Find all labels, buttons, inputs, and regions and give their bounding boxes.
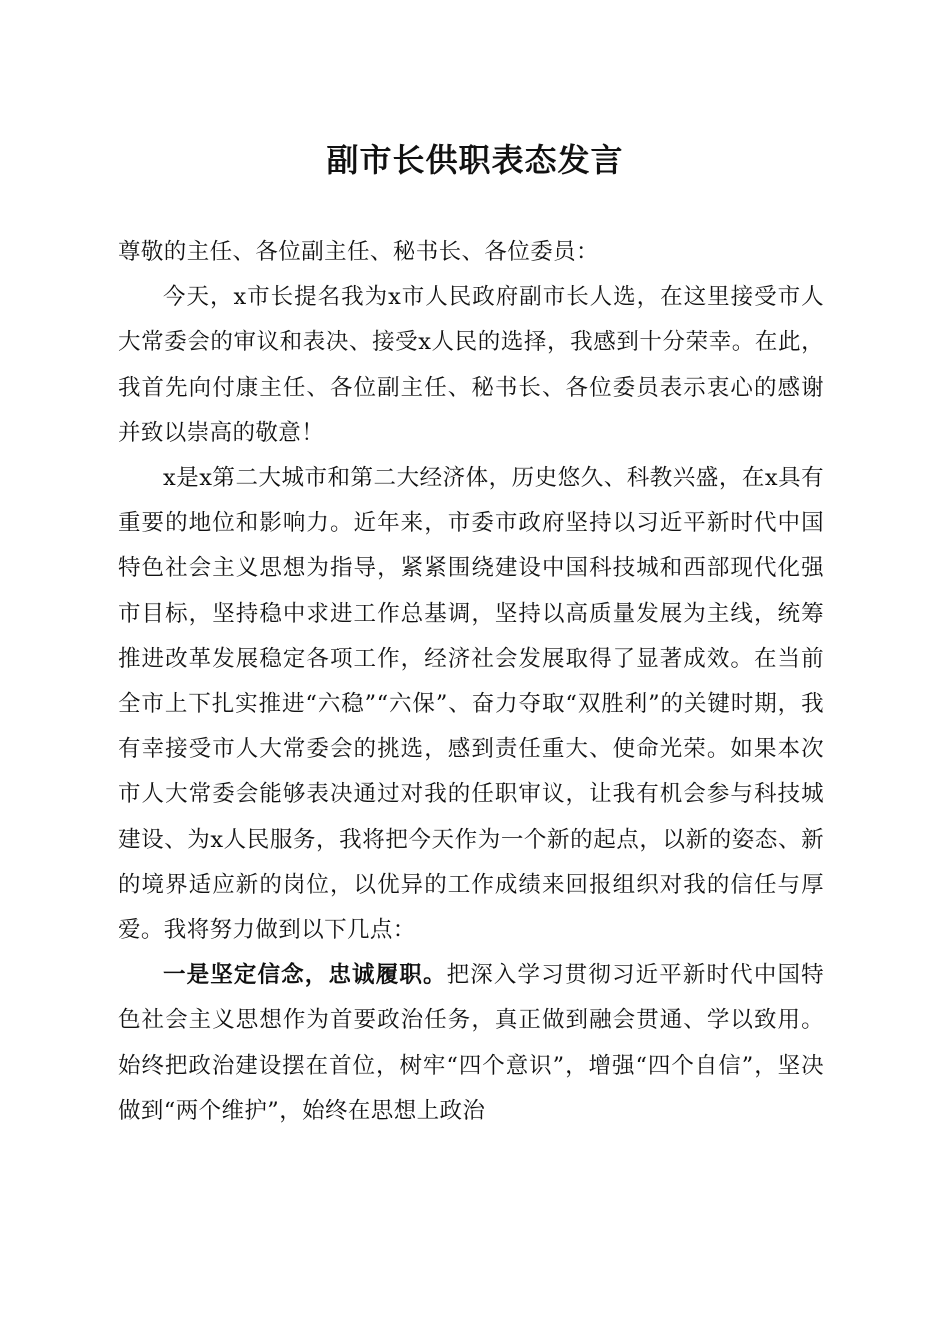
document-title: 副市长供职表态发言 [326,141,624,179]
paragraph-point-one [118,953,824,1134]
paragraph-opening: 今天，x市长提名我为x市人民政府副市长人选，在这里接受市人大常委会的审议和表决、接受x人民的选择，我感到十分荣幸。在此，我首先向付康主任、各位副主任、秘书长、各位委员表示衷心的感谢并致以崇高的敬意！ [118,284,824,446]
point-one-text: 把深入学习贯彻习近平新时代中国特色社会主义思想作为首要政治任务，真正做到融会贯通、学以致用。始终把政治建设摆在首位，树牢“四个意识”，增强“四个自信”，坚决做到“两个维护”，始终在思想上政治 [118,962,824,1124]
salutation: 尊敬的主任、各位副主任、秘书长、各位委员： [118,239,599,265]
point-one-lead: 一是坚定信念，忠诚履职。 [163,962,447,989]
document-body [118,230,824,1134]
paragraph-background: x是x第二大城市和第二大经济体，历史悠久、科教兴盛，在x具有重要的地位和影响力。近年来，市委市政府坚持以习近平新时代中国特色社会主义思想为指导，紧紧围绕建设中国科技城和西部现代化强市目标，坚持稳中求进工作总基调，坚持以高质量发展为主线，统筹推进改革发展稳定各项工作，经济社会发展取得了显著成效。在当前全市上下扎实推进“六稳”“六保”、奋力夺取“双胜利”的关键时期，我有幸接受市人大常委会的挑选，感到责任重大、使命光荣。如果本次市人大常委会能够表决通过对我的任职审议，让我有机会参与科技城建设、为x人民服务，我将把今天作为一个新的起点，以新的姿态、新的境界适应新的岗位，以优异的工作成绩来回报组织对我的信任与厚爱。我将努力做到以下几点： [118,465,824,944]
